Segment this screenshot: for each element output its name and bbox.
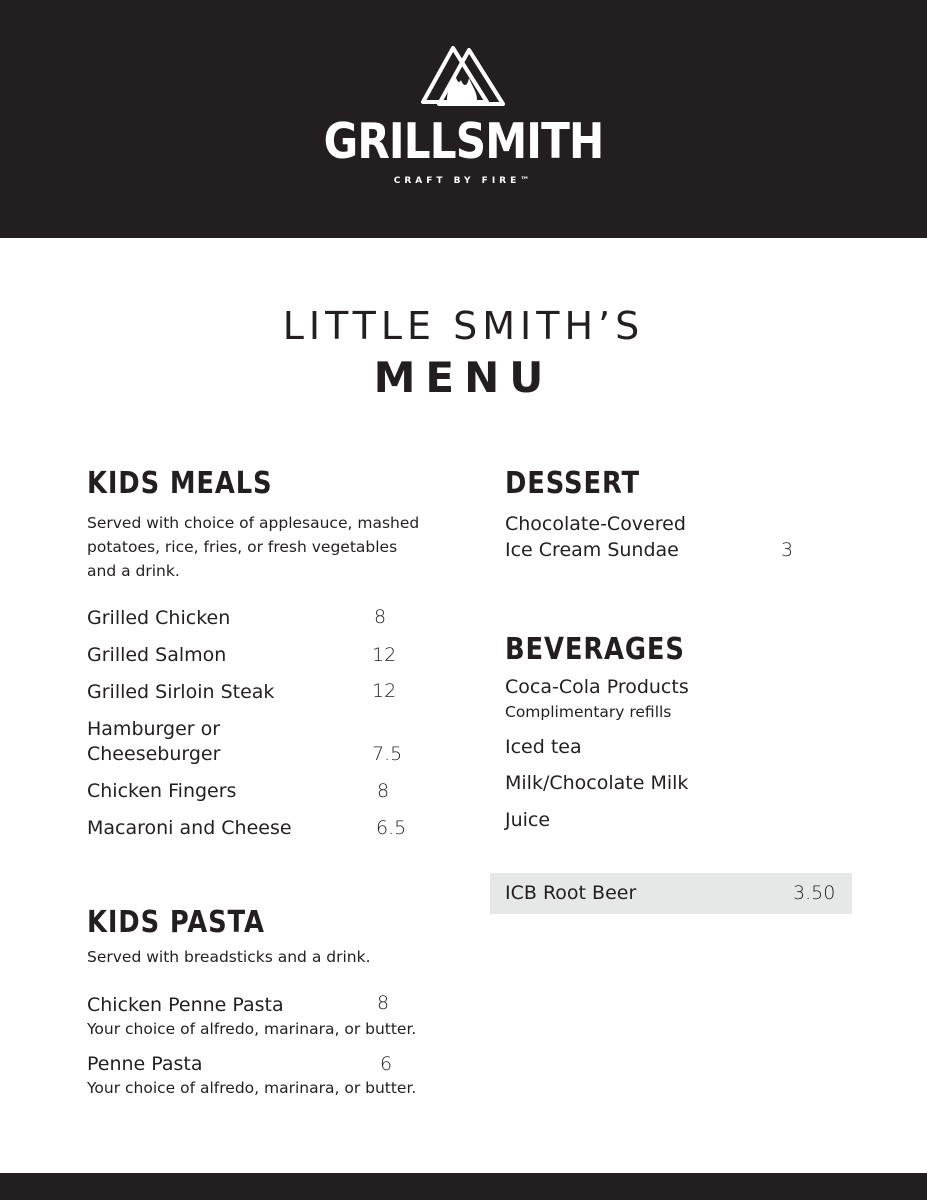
beverages-heading: BEVERAGES xyxy=(505,632,685,667)
price-chicken-penne-pasta: 8 xyxy=(377,992,390,1014)
kids-pasta-description: Served with breadsticks and a drink. xyxy=(87,948,371,966)
menu-item-sundae-line2: Ice Cream Sundae xyxy=(505,539,679,561)
menu-item-grilled-salmon: Grilled Salmon xyxy=(87,644,227,666)
menu-item-grilled-sirloin-steak: Grilled Sirloin Steak xyxy=(87,681,275,703)
kids-meals-description-line2: potatoes, rice, fries, or fresh vegetables xyxy=(87,538,398,556)
kids-meals-heading: KIDS MEALS xyxy=(87,466,273,501)
beverage-juice: Juice xyxy=(505,809,551,831)
price-grilled-salmon: 12 xyxy=(372,644,397,666)
kids-pasta-heading: KIDS PASTA xyxy=(87,905,265,940)
footer-bar xyxy=(0,1173,927,1200)
kids-meals-description-line1: Served with choice of applesauce, mashed xyxy=(87,514,420,532)
price-sundae: 3 xyxy=(781,539,794,561)
menu-title-line1: LITTLE SMITH’S xyxy=(282,304,645,348)
price-grilled-sirloin-steak: 12 xyxy=(372,680,397,702)
price-grilled-chicken: 8 xyxy=(374,606,387,628)
beverage-icb-root-beer: ICB Root Beer xyxy=(505,882,637,904)
menu-item-macaroni-and-cheese: Macaroni and Cheese xyxy=(87,817,292,839)
menu-item-penne-pasta: Penne Pasta xyxy=(87,1053,203,1075)
kids-meals-description-line3: and a drink. xyxy=(87,562,180,580)
penne-pasta-note: Your choice of alfredo, marinara, or butter. xyxy=(87,1079,417,1097)
flame-triangle-logo-icon xyxy=(417,44,507,110)
menu-item-chicken-penne-pasta: Chicken Penne Pasta xyxy=(87,994,284,1016)
header-banner xyxy=(0,0,927,238)
brand-tagline: CRAFT BY FIRE™ xyxy=(393,176,534,186)
price-icb-root-beer: 3.50 xyxy=(793,882,836,904)
price-macaroni-and-cheese: 6.5 xyxy=(376,817,407,839)
menu-item-sundae-line1: Chocolate-Covered xyxy=(505,513,686,535)
menu-item-grilled-chicken: Grilled Chicken xyxy=(87,607,231,629)
chicken-penne-pasta-note: Your choice of alfredo, marinara, or butter. xyxy=(87,1020,417,1038)
menu-title-line2: MENU xyxy=(373,353,554,402)
menu-item-hamburger-line1: Hamburger or xyxy=(87,718,221,740)
price-chicken-fingers: 8 xyxy=(377,780,390,802)
beverage-coca-cola-note: Complimentary refills xyxy=(505,703,672,721)
beverage-milk: Milk/Chocolate Milk xyxy=(505,772,689,794)
price-hamburger: 7.5 xyxy=(372,743,403,765)
brand-name: GRILLSMITH xyxy=(323,113,604,170)
dessert-heading: DESSERT xyxy=(505,466,641,501)
menu-item-chicken-fingers: Chicken Fingers xyxy=(87,780,237,802)
beverage-iced-tea: Iced tea xyxy=(505,736,582,758)
beverage-coca-cola: Coca-Cola Products xyxy=(505,676,689,698)
menu-item-hamburger-line2: Cheeseburger xyxy=(87,743,221,765)
price-penne-pasta: 6 xyxy=(380,1053,393,1075)
